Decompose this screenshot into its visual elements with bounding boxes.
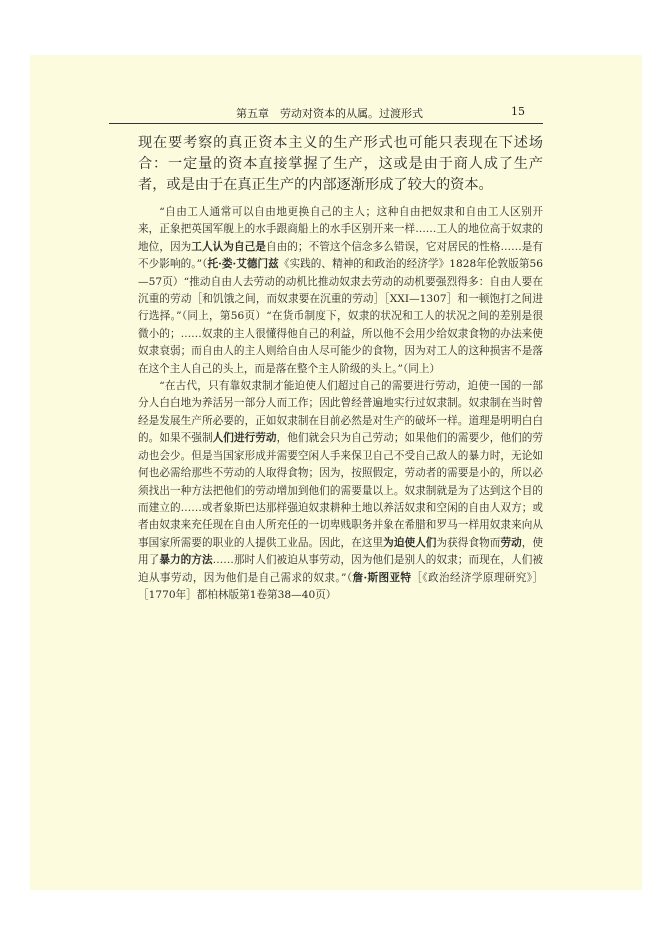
quote2-author: 詹·斯图亚特	[352, 571, 412, 584]
page-number: 15	[511, 105, 525, 118]
quote2-text-d: 为获得食物而	[436, 536, 501, 549]
quote2-text-e: ，使用了	[138, 536, 544, 567]
quote1-author: 托·娄·艾德门兹	[207, 258, 279, 271]
page-body	[138, 133, 543, 604]
quote-paragraph-1	[138, 204, 543, 378]
quote1-emphasis-1: 工人认为自己是	[191, 240, 266, 253]
quote2-emphasis-2: 为迫使人们	[383, 536, 437, 549]
quote2-text-a: “在古代，只有靠奴隶制才能迫使人们超过自己的需要进行劳动，迫使一国的一部分人白白地为养活另一部分人而工作；因此曾经普遍地实行过奴隶制。奴隶制在当时曾经是发展生产所必要的，正如奴隶制在目前必然是对生产的破坏一样。道理是明明白白的。如果不强制	[138, 380, 543, 445]
quote2-emphasis-1: 人们进行劳动	[212, 432, 277, 445]
quote-paragraph-2	[138, 378, 543, 604]
quote2-emphasis-3: 劳动	[500, 536, 522, 549]
quote2-text-f: ……那时人们被迫从事劳动，因为他们是别人的奴隶；而现在，人们被迫从事劳动，因为他们是自己需求的奴隶。”（	[138, 554, 544, 584]
quote2-text-c: ，他们就会只为自己劳动；如果他们的需要少，他们的劳动也会少。但是当国家形成并需要空闲人手来保卫自己不受自己敌人的暴力时，无论如何也必需给那些不劳动的人取得食物；因为，按照假定，劳动者的需要是小的，所以必须找出一种方法把他们的劳动增加到他们的需要量以上。奴隶制就是为了达到这个目的而建立的……或者象斯巴达那样强迫奴隶耕种土地以养活奴隶和空闲的自由人双方；或者由奴隶来充任现在自由人所充任的一切卑贱职务并象在希腊和罗马一样用奴隶来向从事国家所需要的职业的人提供工业品。因此，在这里	[138, 432, 544, 549]
quote2-text-g: ［《政治经济学原理研究》］［1770年］都柏林版第1卷第38—40页）	[138, 571, 543, 601]
quote1-text-a: “自由工人通常可以自由地更换自己的主人；这种自由把奴隶和自由工人区别开来，正象把英国军舰上的水手跟商船上的水手区别开来一样……工人的地位高于奴隶的地位，因为	[138, 206, 543, 253]
quote1-text-d: 《实践的、精神的和政治的经济学》1828年伦敦版第56—57页）“推动自由人去劳动的动机比推动奴隶去劳动的动机要强烈得多：自由人要在沉重的劳动［和饥饿之间，而奴隶要在沉重的劳动］［XXI—1307］和一顿饱打之间进行选择。”（同上，第56页）“在货币制度下，奴隶的状况和工人的状况之间的差别是很微小的；……奴隶的主人很懂得他自己的利益，所以他不会用少给奴隶食物的办法来使奴隶衰弱；而自由人的主人则给自由人尽可能少的食物，因为对工人的这种损害不是落在这个主人自己的头上，而是落在整个主人阶级的头上。”（同上）	[138, 258, 543, 375]
quote2-emphasis-4: 暴力的方法	[159, 554, 213, 567]
chapter-title: 第五章 劳动对资本的从属。过渡形式	[236, 107, 423, 120]
lead-paragraph: 现在要考察的真正资本主义的生产形式也可能只表现在下述场合：一定量的资本直接掌握了生产，这或是由于商人成了生产者，或是由于在真正生产的内部逐渐形成了较大的资本。	[138, 135, 543, 193]
quote1-text-c: 自由的；不管这个信念多么错误，它对居民的性格……是有不少影响的。”（	[138, 240, 544, 271]
page-header	[109, 101, 543, 124]
